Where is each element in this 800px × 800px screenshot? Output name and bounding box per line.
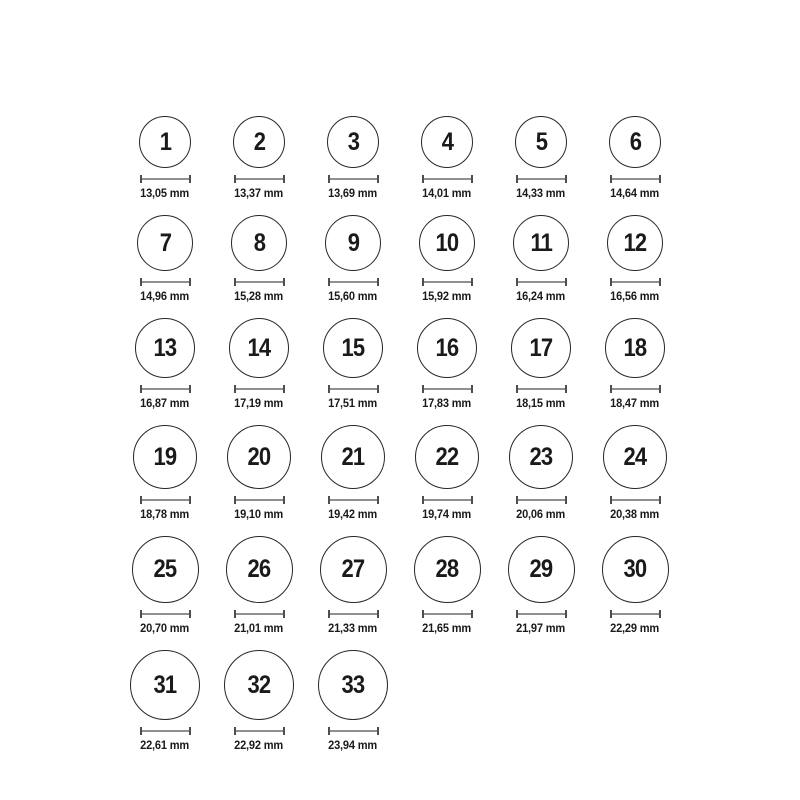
ring-size-item: [118, 116, 212, 200]
diameter-dimension-line: [422, 610, 473, 618]
ring-size-number: 14: [247, 333, 271, 362]
ring-size-number: 1: [159, 127, 171, 156]
ring-circle: [421, 116, 473, 168]
ring-circle: [417, 318, 477, 378]
ring-size-item: [212, 318, 306, 410]
diameter-label: 21,01 mm: [234, 621, 284, 635]
diameter-label: 18,15 mm: [516, 396, 566, 410]
diameter-label: 17,83 mm: [422, 396, 472, 410]
ring-circle: [414, 536, 481, 603]
ring-circle: [226, 536, 293, 603]
ring-size-number: 18: [623, 333, 647, 362]
diameter-dimension-line: [328, 175, 379, 183]
ring-size-item: [400, 536, 494, 635]
ring-size-item: [306, 425, 400, 521]
ring-circle: [327, 116, 379, 168]
diameter-dimension-line: [328, 496, 379, 504]
diameter-label: 15,28 mm: [234, 289, 284, 303]
ring-size-row: [118, 536, 682, 635]
ring-circle: [509, 425, 573, 489]
diameter-label: 16,56 mm: [610, 289, 660, 303]
ring-size-item: [306, 536, 400, 635]
ring-size-item: [306, 318, 400, 410]
ring-size-number: 7: [159, 228, 171, 257]
diameter-label: 19,10 mm: [234, 507, 284, 521]
diameter-dimension-line: [234, 385, 285, 393]
ring-size-number: 5: [535, 127, 547, 156]
diameter-dimension-line: [610, 610, 661, 618]
ring-circle: [605, 318, 665, 378]
ring-size-row: [118, 425, 682, 521]
ring-size-item: [118, 425, 212, 521]
diameter-label: 14,64 mm: [610, 186, 660, 200]
ring-size-row: [118, 215, 682, 303]
ring-size-number: 23: [529, 442, 553, 471]
diameter-label: 16,87 mm: [140, 396, 190, 410]
ring-circle: [513, 215, 569, 271]
diameter-label: 16,24 mm: [516, 289, 566, 303]
ring-size-number: 6: [629, 127, 641, 156]
ring-circle: [139, 116, 191, 168]
ring-size-item: [306, 116, 400, 200]
diameter-dimension-line: [516, 610, 567, 618]
ring-size-number: 19: [153, 442, 177, 471]
diameter-label: 15,60 mm: [328, 289, 378, 303]
ring-circle: [318, 650, 388, 720]
ring-size-item: [494, 116, 588, 200]
ring-size-item: [494, 536, 588, 635]
ring-circle: [415, 425, 479, 489]
ring-size-item: [588, 318, 682, 410]
ring-circle: [224, 650, 294, 720]
diameter-label: 13,37 mm: [234, 186, 284, 200]
ring-size-number: 31: [153, 670, 177, 699]
ring-size-item: [118, 650, 212, 752]
diameter-dimension-line: [140, 727, 191, 735]
diameter-dimension-line: [610, 278, 661, 286]
diameter-dimension-line: [516, 496, 567, 504]
diameter-dimension-line: [234, 278, 285, 286]
diameter-dimension-line: [140, 610, 191, 618]
ring-size-number: 29: [529, 555, 553, 583]
diameter-dimension-line: [422, 496, 473, 504]
diameter-dimension-line: [422, 175, 473, 183]
ring-size-item: [588, 536, 682, 635]
diameter-dimension-line: [328, 610, 379, 618]
diameter-dimension-line: [328, 727, 379, 735]
diameter-dimension-line: [234, 175, 285, 183]
diameter-label: 21,97 mm: [516, 621, 566, 635]
ring-circle: [320, 536, 387, 603]
ring-circle: [325, 215, 381, 271]
diameter-label: 17,19 mm: [234, 396, 284, 410]
diameter-dimension-line: [328, 278, 379, 286]
ring-circle: [231, 215, 287, 271]
diameter-label: 19,42 mm: [328, 507, 378, 521]
diameter-dimension-line: [140, 175, 191, 183]
ring-size-item: [588, 425, 682, 521]
ring-size-number: 12: [623, 228, 647, 257]
diameter-label: 17,51 mm: [328, 396, 378, 410]
diameter-dimension-line: [516, 278, 567, 286]
ring-size-number: 16: [435, 333, 459, 362]
ring-size-item: [118, 318, 212, 410]
diameter-label: 13,69 mm: [328, 186, 378, 200]
diameter-dimension-line: [516, 175, 567, 183]
ring-circle: [602, 536, 669, 603]
ring-size-number: 28: [435, 555, 459, 583]
ring-size-item: [212, 650, 306, 752]
diameter-label: 15,92 mm: [422, 289, 472, 303]
diameter-label: 20,70 mm: [140, 621, 190, 635]
ring-size-item: [212, 425, 306, 521]
diameter-label: 21,33 mm: [328, 621, 378, 635]
ring-size-chart: [118, 116, 682, 767]
diameter-label: 14,96 mm: [140, 289, 190, 303]
ring-size-item: [212, 116, 306, 200]
ring-circle: [609, 116, 661, 168]
ring-size-item: [400, 116, 494, 200]
ring-circle: [229, 318, 289, 378]
ring-circle: [227, 425, 291, 489]
ring-size-row: [118, 650, 682, 752]
ring-size-item: [400, 215, 494, 303]
ring-circle: [132, 536, 199, 603]
ring-size-number: 17: [529, 333, 553, 362]
diameter-label: 18,78 mm: [140, 507, 190, 521]
ring-size-number: 26: [247, 555, 271, 583]
diameter-dimension-line: [140, 278, 191, 286]
diameter-dimension-line: [610, 496, 661, 504]
ring-size-number: 10: [435, 228, 459, 257]
ring-circle: [511, 318, 571, 378]
diameter-label: 14,01 mm: [422, 186, 472, 200]
ring-circle: [133, 425, 197, 489]
ring-size-number: 15: [341, 333, 365, 362]
ring-size-number: 27: [341, 555, 365, 583]
diameter-dimension-line: [610, 385, 661, 393]
diameter-dimension-line: [610, 175, 661, 183]
ring-circle: [419, 215, 475, 271]
ring-size-item: [588, 116, 682, 200]
ring-size-number: 20: [247, 442, 271, 471]
ring-size-item: [588, 215, 682, 303]
ring-size-item: [118, 215, 212, 303]
ring-circle: [607, 215, 663, 271]
diameter-dimension-line: [140, 496, 191, 504]
ring-circle: [508, 536, 575, 603]
ring-size-number: 9: [347, 228, 359, 257]
ring-size-number: 3: [347, 127, 359, 156]
ring-circle: [515, 116, 567, 168]
ring-circle: [233, 116, 285, 168]
ring-size-item: [306, 215, 400, 303]
ring-size-item: [400, 425, 494, 521]
ring-size-item: [400, 318, 494, 410]
ring-size-number: 30: [623, 555, 647, 583]
diameter-label: 20,06 mm: [516, 507, 566, 521]
ring-size-number: 33: [341, 670, 365, 699]
ring-circle: [130, 650, 200, 720]
ring-circle: [135, 318, 195, 378]
diameter-dimension-line: [140, 385, 191, 393]
ring-size-item: [212, 215, 306, 303]
diameter-label: 22,29 mm: [610, 621, 660, 635]
ring-circle: [137, 215, 193, 271]
ring-size-item: [494, 425, 588, 521]
ring-size-number: 21: [341, 442, 365, 471]
ring-circle: [603, 425, 667, 489]
ring-size-number: 11: [530, 228, 552, 257]
diameter-label: 22,92 mm: [234, 738, 284, 752]
ring-circle: [323, 318, 383, 378]
diameter-label: 21,65 mm: [422, 621, 472, 635]
diameter-label: 14,33 mm: [516, 186, 566, 200]
diameter-dimension-line: [422, 385, 473, 393]
diameter-dimension-line: [234, 496, 285, 504]
ring-size-number: 4: [441, 127, 453, 156]
ring-size-item: [494, 318, 588, 410]
diameter-label: 18,47 mm: [610, 396, 660, 410]
diameter-label: 23,94 mm: [328, 738, 378, 752]
ring-size-item: [212, 536, 306, 635]
ring-size-number: 13: [153, 333, 177, 362]
ring-circle: [321, 425, 385, 489]
diameter-dimension-line: [234, 610, 285, 618]
diameter-label: 13,05 mm: [140, 186, 190, 200]
ring-size-item: [494, 215, 588, 303]
diameter-dimension-line: [328, 385, 379, 393]
ring-size-row: [118, 318, 682, 410]
diameter-dimension-line: [516, 385, 567, 393]
diameter-label: 19,74 mm: [422, 507, 472, 521]
ring-size-number: 25: [153, 555, 177, 583]
ring-size-item: [306, 650, 400, 752]
ring-size-number: 24: [623, 442, 647, 471]
diameter-dimension-line: [234, 727, 285, 735]
ring-size-number: 32: [247, 670, 271, 699]
ring-size-item: [118, 536, 212, 635]
ring-size-number: 8: [253, 228, 265, 257]
diameter-label: 22,61 mm: [140, 738, 190, 752]
diameter-dimension-line: [422, 278, 473, 286]
diameter-label: 20,38 mm: [610, 507, 660, 521]
ring-size-row: [118, 116, 682, 200]
ring-size-number: 2: [253, 127, 265, 156]
ring-size-number: 22: [435, 442, 459, 471]
